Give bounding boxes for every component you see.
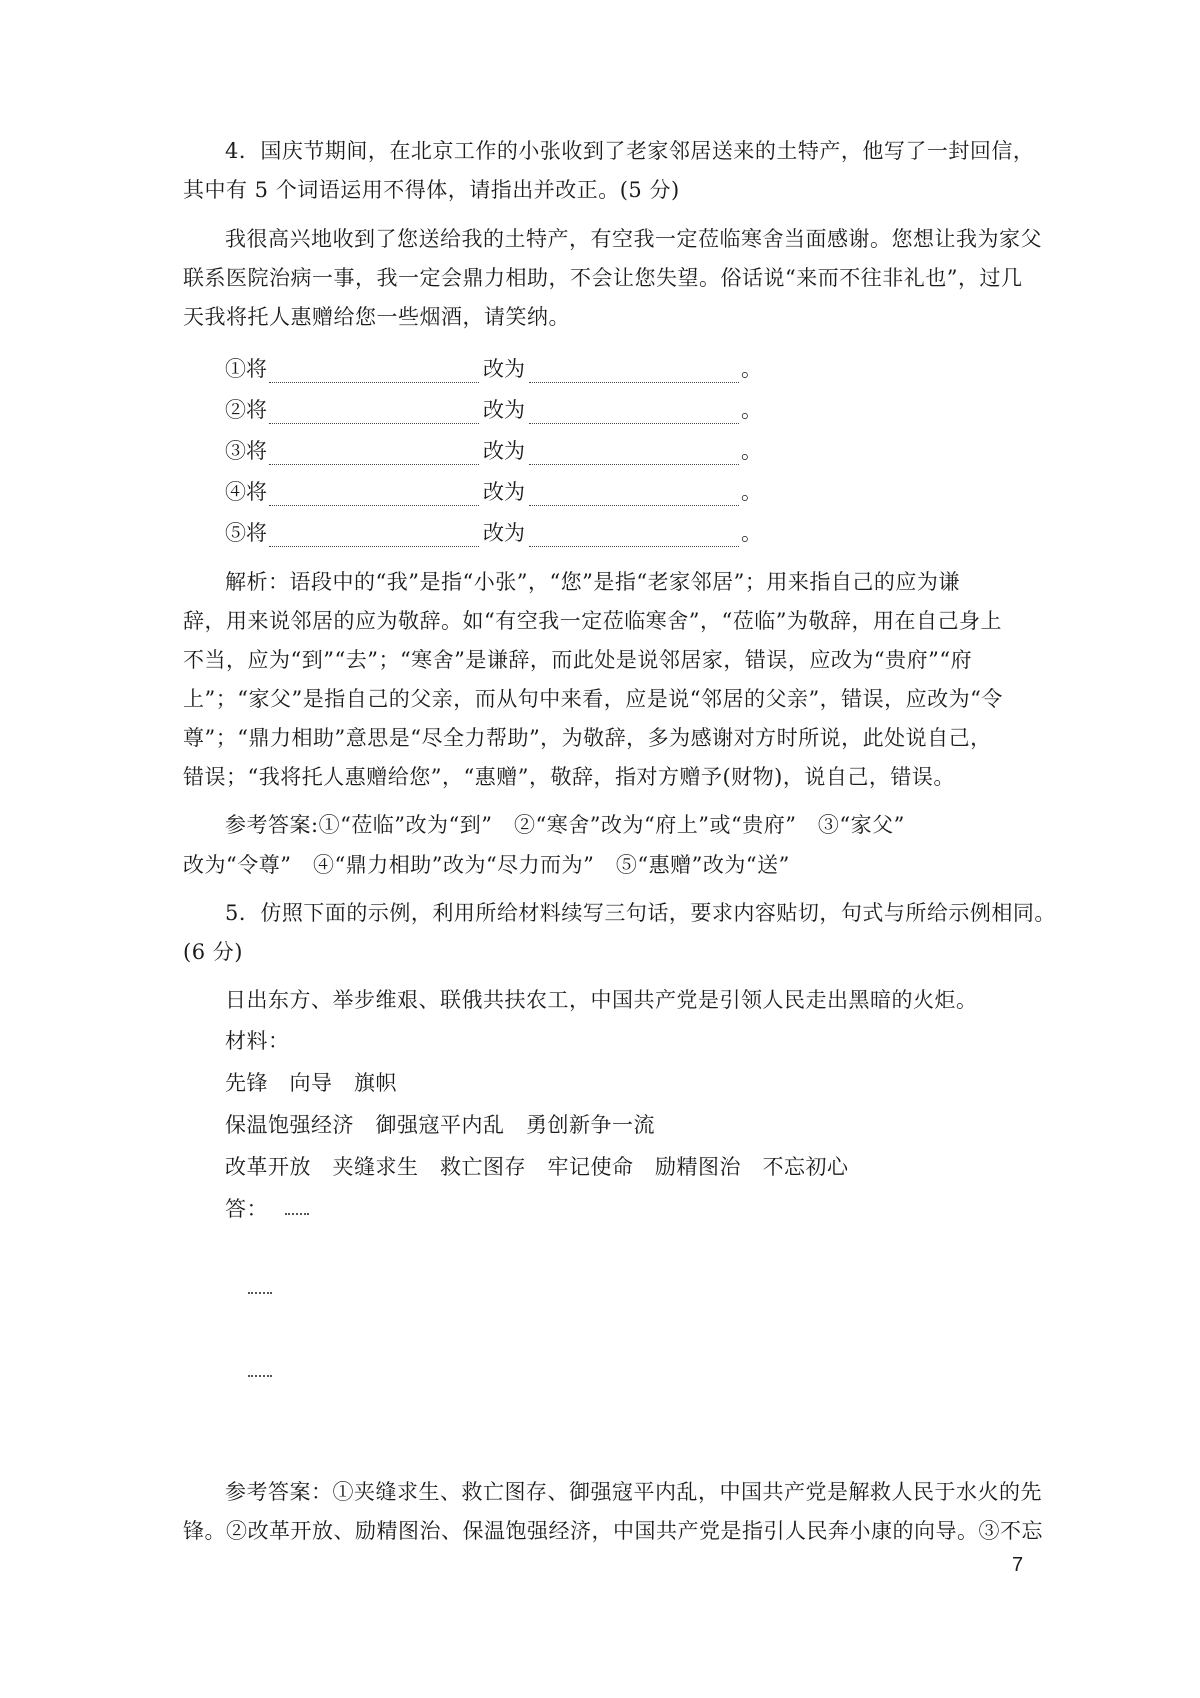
blank-end-text: 。: [741, 357, 762, 381]
answer-blank-row: [225, 437, 762, 465]
q4-answer-line1: 参考答案:①“莅临”改为“到” ②“寒舍”改为“府上”或“贵府” ③“家父”: [225, 813, 905, 837]
fill-blank-to[interactable]: [529, 444, 739, 465]
answer-line-1[interactable]: [285, 1213, 309, 1215]
fill-blank-from[interactable]: [269, 403, 479, 424]
q4-analysis-line2: 辞，用来说邻居的应为敬辞。如“有空我一定莅临寒舍”，“莅临”为敬辞，用在自己身上: [183, 609, 1002, 633]
q5-material-label: 材料：: [225, 1029, 290, 1053]
q5-material-3: 改革开放 夹缝求生 救亡图存 牢记使命 励精图治 不忘初心: [225, 1155, 849, 1179]
q4-answer-line2: 改为“令尊” ④“鼎力相助”改为“尽力而为” ⑤“惠赠”改为“送”: [183, 853, 790, 877]
fill-blank-from[interactable]: [269, 444, 479, 465]
q5-answer-label: 答：: [225, 1197, 268, 1221]
blank-label: ⑤将: [225, 521, 267, 545]
blank-label: ②将: [225, 398, 267, 422]
q4-passage-line1: 我很高兴地收到了您送给我的土特产，有空我一定莅临寒舍当面感谢。您想让我为家父: [225, 227, 1042, 251]
q5-stem-line1: 5．仿照下面的示例，利用所给材料续写三句话，要求内容贴切，句式与所给示例相同。: [225, 901, 1056, 925]
q4-stem-line2: 其中有 5 个词语运用不得体，请指出并改正。(5 分): [183, 178, 680, 202]
q4-analysis-line6: 错误；“我将托人惠赠给您”，“惠赠”，敬辞，指对方赠予(财物)，说自己，错误。: [183, 765, 955, 789]
answer-blank-row: [225, 478, 762, 506]
fill-blank-to[interactable]: [529, 526, 739, 547]
q4-stem-line1: 4．国庆节期间，在北京工作的小张收到了老家邻居送来的土特产，他写了一封回信，: [225, 139, 1035, 163]
q4-analysis-line3: 不当，应为“到”“去”；“寒舍”是谦辞，而此处是说邻居家，错误，应改为“贵府”“府: [183, 648, 973, 672]
q4-analysis-line1: 解析：语段中的“我”是指“小张”，“您”是指“老家邻居”；用来指自己的应为谦: [225, 570, 960, 594]
answer-blank-row: [225, 519, 762, 547]
fill-blank-from[interactable]: [269, 362, 479, 383]
answer-line-2[interactable]: [248, 1292, 272, 1294]
q5-ref-line2: 锋。②改革开放、励精图治、保温饱强经济，中国共产党是指引人民奔小康的向导。③不忘: [183, 1519, 1043, 1543]
fill-blank-to[interactable]: [529, 403, 739, 424]
q5-material-2: 保温饱强经济 御强寇平内乱 勇创新争一流: [225, 1113, 655, 1137]
fill-blank-to[interactable]: [529, 485, 739, 506]
blank-end-text: 。: [741, 439, 762, 463]
q5-stem-line2: (6 分): [183, 940, 243, 964]
q5-material-1: 先锋 向导 旗帜: [225, 1071, 397, 1095]
answer-line-3[interactable]: [248, 1375, 272, 1377]
blank-mid-text: 改为: [483, 439, 525, 463]
blank-end-text: 。: [741, 521, 762, 545]
q4-passage-line3: 天我将托人惠赠给您一些烟酒，请笑纳。: [183, 305, 570, 329]
blank-mid-text: 改为: [483, 521, 525, 545]
fill-blank-to[interactable]: [529, 362, 739, 383]
blank-label: ③将: [225, 439, 267, 463]
blank-mid-text: 改为: [483, 357, 525, 381]
q4-analysis-line5: 尊”；“鼎力相助”意思是“尽全力帮助”，为敬辞，多为感谢对方时所说，此处说自己，: [183, 726, 992, 750]
blank-end-text: 。: [741, 398, 762, 422]
fill-blank-from[interactable]: [269, 485, 479, 506]
page-number: 7: [1012, 1554, 1024, 1576]
q4-analysis-line4: 上”；“家父”是指自己的父亲，而从句中来看，应是说“邻居的父亲”，错误，应改为“令: [183, 687, 1003, 711]
answer-blank-row: [225, 355, 762, 383]
blank-label: ①将: [225, 357, 267, 381]
q5-ref-line1: 参考答案：①夹缝求生、救亡图存、御强寇平内乱，中国共产党是解救人民于水火的先: [225, 1480, 1042, 1504]
fill-blank-from[interactable]: [269, 526, 479, 547]
q5-example: 日出东方、举步维艰、联俄共扶农工，中国共产党是引领人民走出黑暗的火炬。: [225, 988, 978, 1012]
blank-label: ④将: [225, 480, 267, 504]
blank-mid-text: 改为: [483, 480, 525, 504]
q4-passage-line2: 联系医院治病一事，我一定会鼎力相助，不会让您失望。俗话说“来而不往非礼也”，过几: [183, 266, 1023, 290]
blank-mid-text: 改为: [483, 398, 525, 422]
blank-end-text: 。: [741, 480, 762, 504]
answer-blank-row: [225, 396, 762, 424]
